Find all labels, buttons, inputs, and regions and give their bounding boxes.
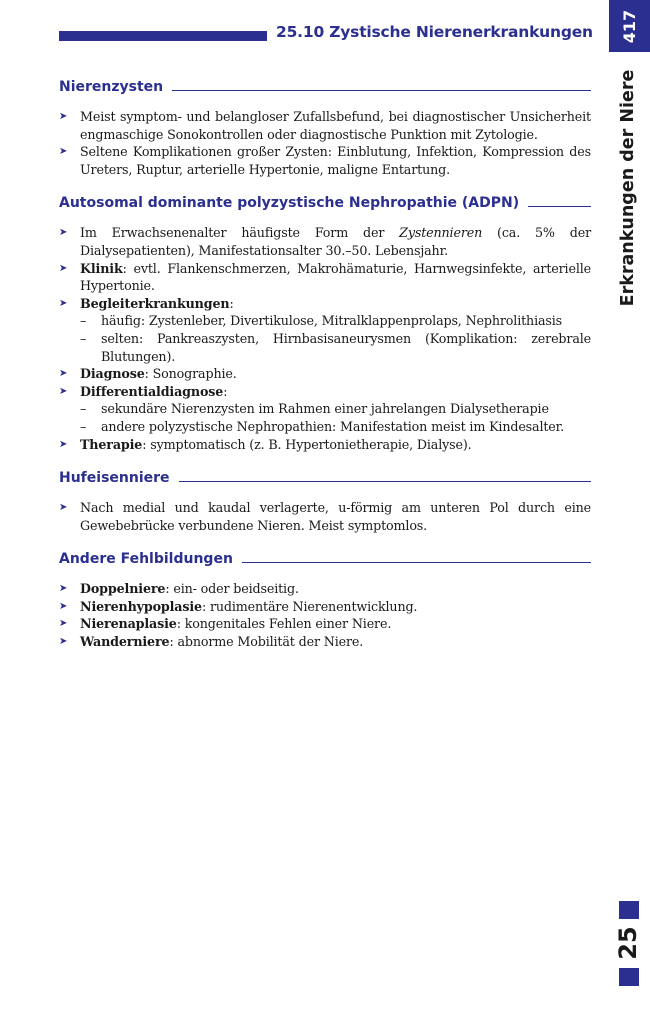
list-item <box>59 615 591 633</box>
section <box>59 192 591 453</box>
section-heading <box>59 76 591 98</box>
chapter-marker-bottom <box>619 968 639 986</box>
item-emphasis: Zystennieren <box>399 225 483 241</box>
section-heading-text: Andere Fehlbildungen <box>59 551 233 568</box>
item-keyword: Differentialdiagnose <box>80 383 224 399</box>
item-text: : kongenitales Fehlen einer Niere. <box>176 616 392 632</box>
sub-list-item <box>59 418 591 436</box>
item-keyword: Doppelniere <box>80 581 166 597</box>
list-item <box>59 108 591 143</box>
list-item <box>59 365 591 383</box>
list-item <box>59 499 591 534</box>
item-text: andere polyzystische Nephropathien: Manifestation meist im Kindesalter. <box>101 418 565 434</box>
heading-rule <box>179 481 591 482</box>
section-title: 25.10 Zystische Nierenerkrankungen <box>276 23 593 41</box>
item-text: Meist symptom- und belangloser Zufallsbefund, bei diagnostischer Unsicherheit engmaschige Sonokontrollen oder diagnostische Punktion mit Zytologie. <box>80 109 591 142</box>
section <box>59 467 591 534</box>
item-keyword: Begleiterkrankungen <box>80 295 230 311</box>
section <box>59 548 591 650</box>
section-heading <box>59 192 591 214</box>
bullet-list <box>59 499 591 534</box>
item-text: Nach medial und kaudal verlagerte, u-förmig am unteren Pol durch eine Gewebebrücke verbundene Nieren. Meist symptomlos. <box>80 500 591 533</box>
header-bar <box>59 31 267 41</box>
item-keyword: Nierenaplasie <box>80 616 177 632</box>
chapter-number: 25 <box>614 926 642 960</box>
section-heading <box>59 467 591 489</box>
side-chapter-title: Erkrankungen der Niere <box>618 69 638 307</box>
list-item <box>59 633 591 651</box>
item-text: häufig: Zystenleber, Divertikulose, Mitralklappenprolaps, Nephrolithiasis <box>101 313 563 329</box>
sub-list-item <box>59 312 591 330</box>
item-text: selten: Pankreaszysten, Hirnbasisaneurysmen (Komplikation: zerebrale Blutungen). <box>101 330 591 364</box>
item-keyword: Diagnose <box>80 366 145 382</box>
item-text: : <box>223 383 228 399</box>
item-keyword: Nierenhypoplasie <box>80 598 202 614</box>
page-number: 417 <box>620 9 639 43</box>
item-keyword: Wanderniere <box>80 634 170 650</box>
list-item <box>59 598 591 616</box>
sub-list-item <box>59 330 591 365</box>
item-text: : Sonographie. <box>144 366 237 382</box>
item-text: : abnorme Mobilität der Niere. <box>169 634 364 650</box>
item-text: sekundäre Nierenzysten im Rahmen einer jahrelangen Dialysetherapie <box>101 401 549 417</box>
item-text: Im Erwachsenenalter häufigste Form der <box>80 225 400 241</box>
list-item <box>59 260 591 295</box>
list-item <box>59 295 591 313</box>
chapter-marker-top <box>619 901 639 919</box>
page-number-tab <box>609 0 650 52</box>
section-heading-text: Autosomal dominante polyzystische Nephropathie (ADPN) <box>59 195 520 212</box>
bullet-list <box>59 224 591 453</box>
page-content <box>59 76 591 665</box>
item-text: (ca. 5% der Dialysepatienten), Manifestationsalter 30.–50. Lebensjahr. <box>80 225 591 258</box>
list-item <box>59 580 591 598</box>
section <box>59 76 591 178</box>
list-item <box>59 143 591 178</box>
section-heading-text: Nierenzysten <box>59 79 164 95</box>
item-keyword: Therapie <box>80 436 143 452</box>
item-keyword: Klinik <box>80 260 123 276</box>
item-text: : symptomatisch (z. B. Hypertonietherapie, Dialyse). <box>142 436 472 452</box>
item-text: Seltene Komplikationen großer Zysten: Einblutung, Infektion, Kompression des Ureters, Ruptur, arterielle Hypertonie, maligne Entartung. <box>80 144 591 177</box>
list-item <box>59 436 591 454</box>
item-text: : ein- oder beidseitig. <box>165 581 299 597</box>
list-item <box>59 383 591 401</box>
section-heading <box>59 548 591 570</box>
heading-rule <box>242 562 591 563</box>
item-text: : rudimentäre Nierenentwicklung. <box>201 598 418 614</box>
item-text: : <box>229 295 234 311</box>
bullet-list <box>59 108 591 178</box>
bullet-list <box>59 580 591 650</box>
item-text: : evtl. Flankenschmerzen, Makrohämaturie, Harnwegsinfekte, arterielle Hypertonie. <box>80 260 591 294</box>
heading-rule <box>528 206 591 207</box>
section-heading-text: Hufeisenniere <box>59 470 170 487</box>
heading-rule <box>172 90 591 91</box>
list-item <box>59 224 591 259</box>
sub-list-item <box>59 400 591 418</box>
